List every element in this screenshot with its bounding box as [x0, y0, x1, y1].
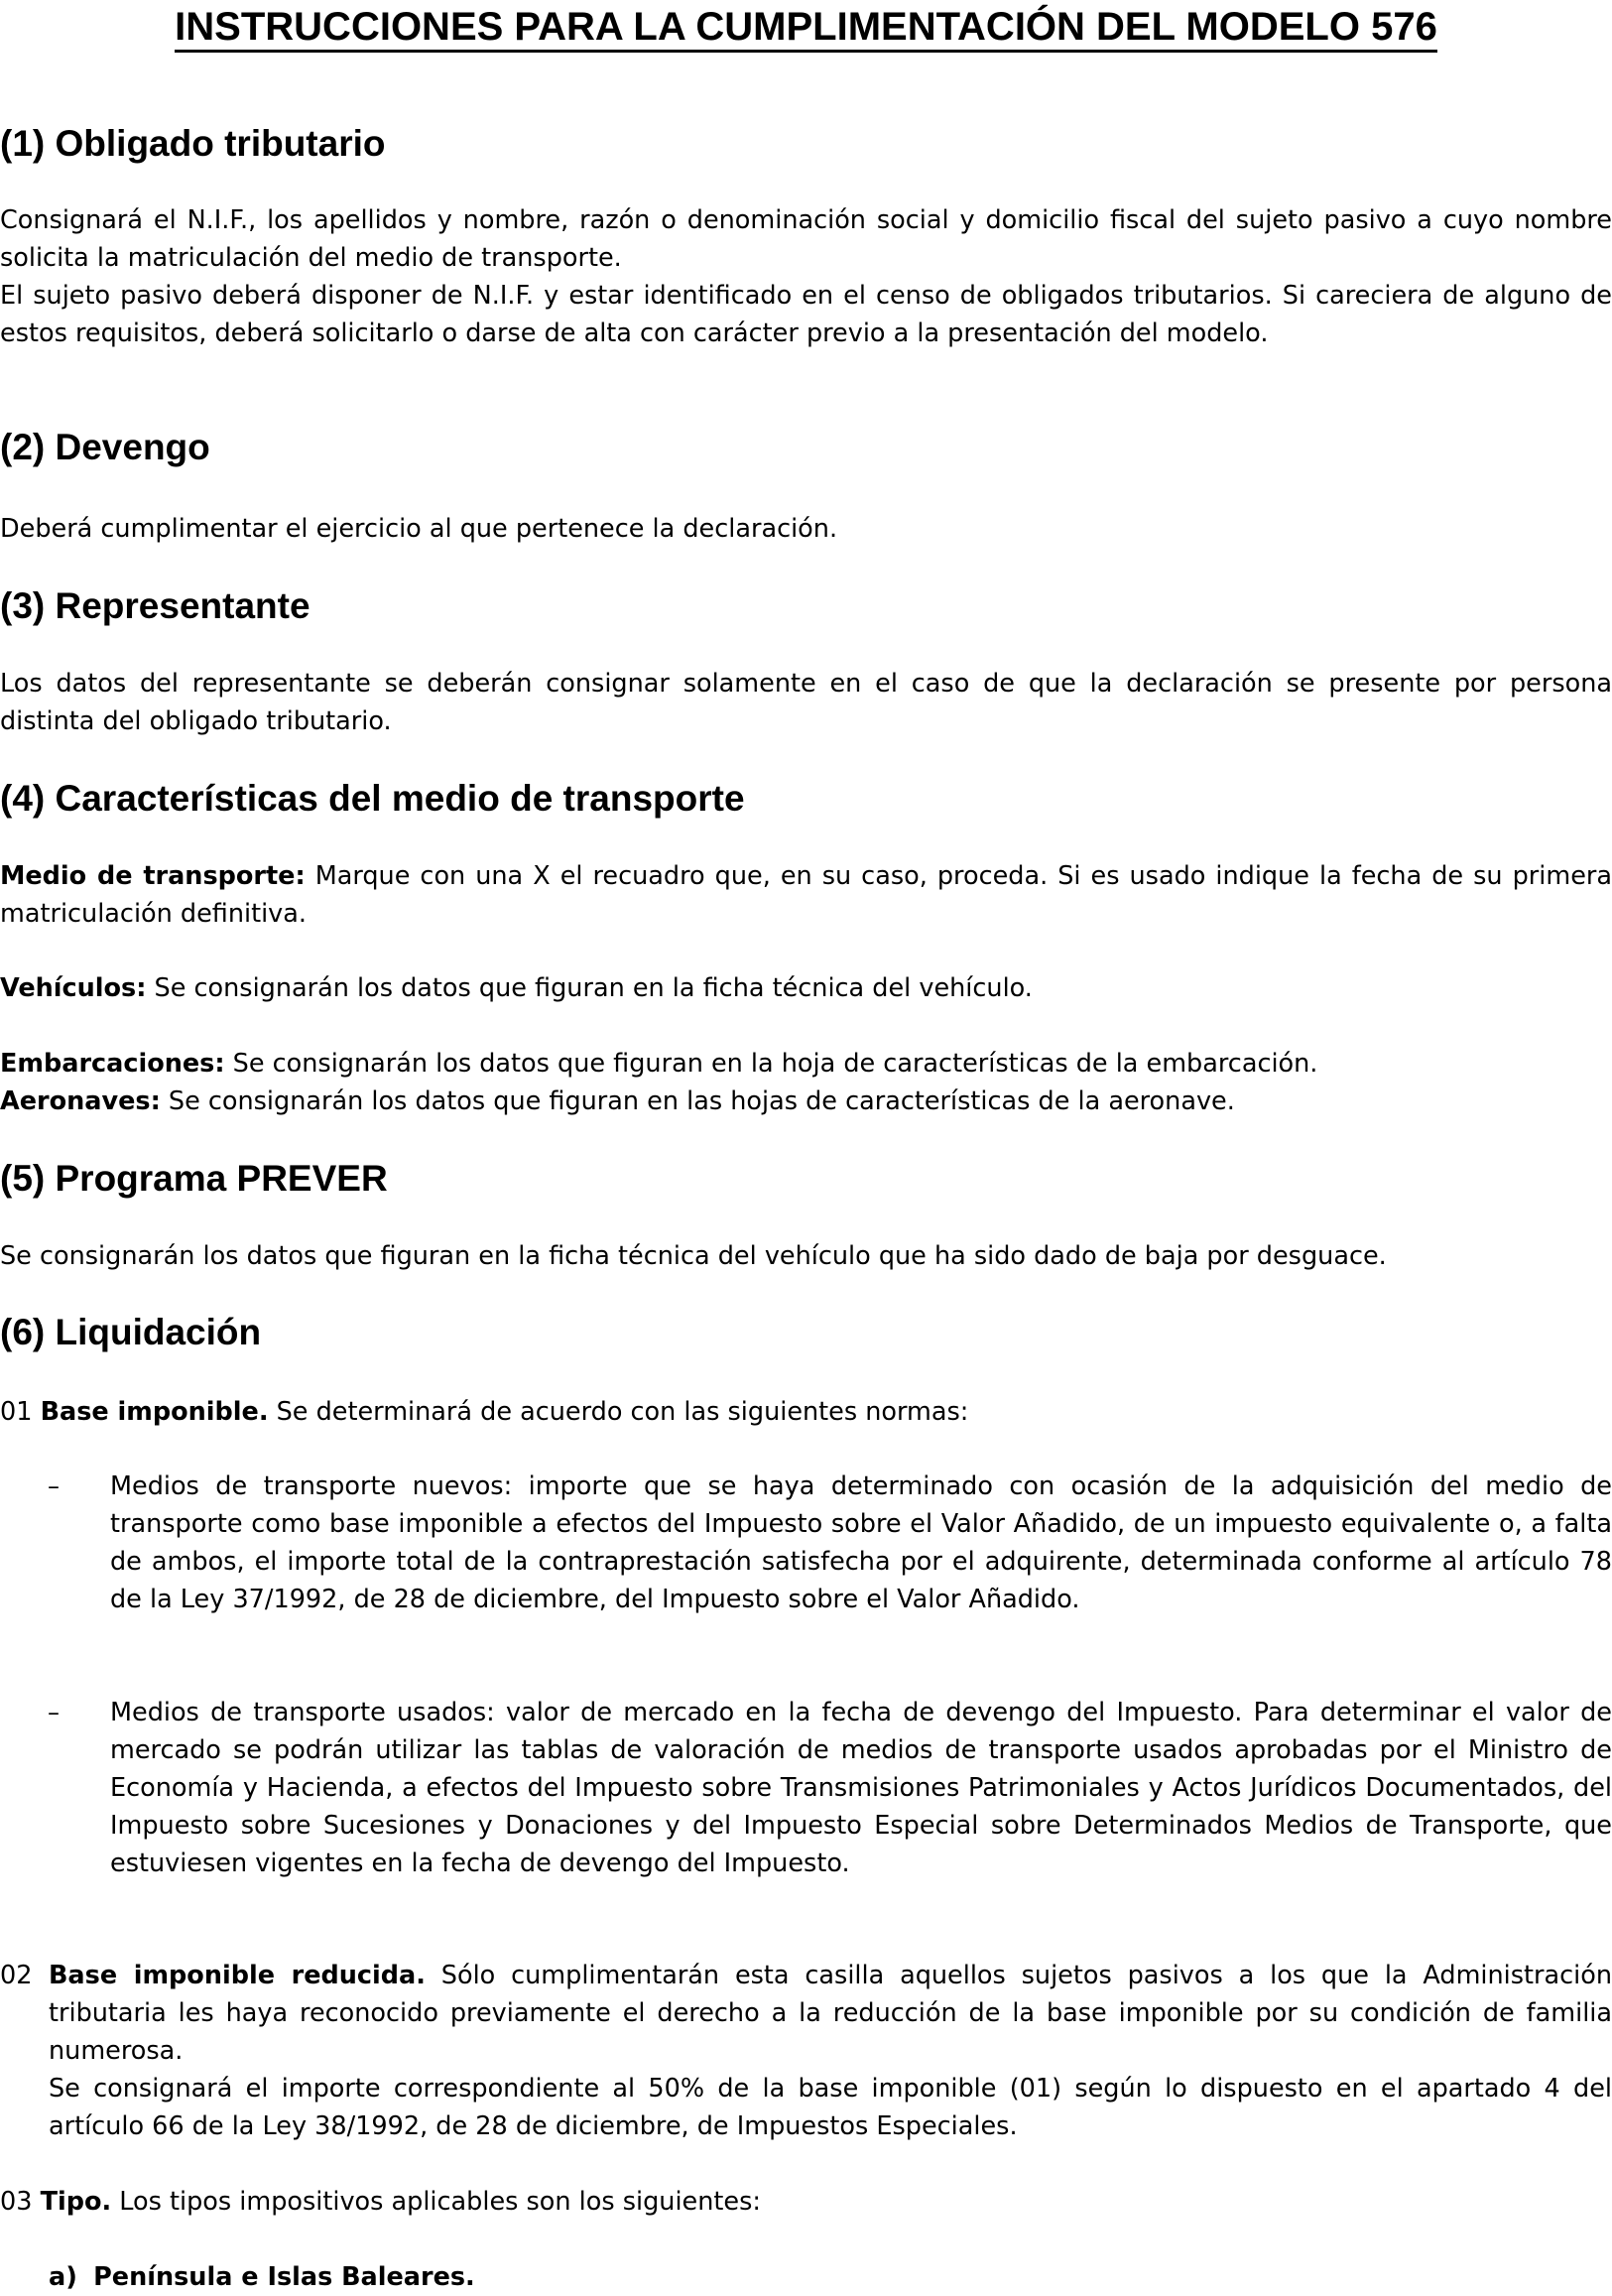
- paragraph-prever: Se consignarán los datos que figuran en la ficha técnica del vehículo que ha sido dado de baja por desguace.: [0, 1241, 1387, 1271]
- paragraph-base-reducida-2: Se consignará el importe correspondiente al 50% de la base imponible (01) según lo dispuesto en el apartado 4 del artículo 66 de la Ley 38/1992, de 28 de diciembre, de Impuestos Especiales.: [49, 2074, 1612, 2141]
- paragraph-base-imponible: [0, 1393, 1612, 1431]
- paragraph-vehiculos: [0, 969, 1612, 1007]
- medio-text: Marque con una X el recuadro que, en su caso, proceda. Si es usado indique la fecha de su primera matriculación definitiva.: [0, 861, 1612, 929]
- aeronaves-label: Aeronaves:: [0, 1086, 161, 1116]
- paragraph-base-reducida: [49, 1957, 1612, 2070]
- paragraph-obligado-2: El sujeto pasivo deberá disponer de N.I.F. y estar identificado en el censo de obligados tributarios. Si careciera de alguno de estos requisitos, deberá solicitarlo o darse de alta con carácter previo a la presentación del modelo.: [0, 281, 1612, 348]
- vehiculos-label: Vehículos:: [0, 973, 147, 1003]
- bullet-usados: Medios de transporte usados: valor de mercado en la fecha de devengo del Impuesto. Para determinar el valor de mercado se podrán utilizar las tablas de valoración de medios de transporte usados aprobadas por el Ministro de Economía y Hacienda, a efectos del Impuesto sobre Transmisiones Patrimoniales y Actos Jurídicos Documentados, del Impuesto sobre Sucesiones y Donaciones y del Impuesto Especial sobre Determinados Medios de Transporte, que estuviesen vigentes en la fecha de devengo del Impuesto.: [110, 1698, 1612, 1878]
- heading-programa-prever: (5) Programa PREVER: [0, 1158, 388, 1199]
- paragraph-medio-transporte: [0, 857, 1612, 933]
- paragraph-representante: Los datos del representante se deberán consignar solamente en el caso de que la declaración se presente por persona distinta del obligado tributario.: [0, 669, 1612, 736]
- base-reducida-text: Sólo cumplimentarán esta casilla aquellos sujetos pasivos a los que la Administración tributaria les haya reconocido previamente el derecho a la reducción de la base imponible por su condición de familia numerosa.: [49, 1961, 1612, 2066]
- base-imponible-label: Base imponible.: [40, 1397, 269, 1427]
- vehiculos-text: Se consignarán los datos que figuran en la ficha técnica del vehículo.: [146, 973, 1033, 1003]
- medio-label: Medio de transporte:: [0, 861, 306, 891]
- heading-liquidacion: (6) Liquidación: [0, 1312, 262, 1352]
- paragraph-obligado-1: Consignará el N.I.F., los apellidos y nombre, razón o denominación social y domicilio fiscal del sujeto pasivo a cuyo nombre solicita la matriculación del medio de transporte.: [0, 205, 1612, 273]
- list-item-peninsula: [0, 2258, 1612, 2296]
- box-number-02: 02: [0, 1961, 33, 1990]
- bullet-dash-1: –: [48, 1472, 60, 1500]
- paragraph-devengo: Deberá cumplimentar el ejercicio al que pertenece la declaración.: [0, 514, 838, 544]
- item-a-label: a): [49, 2262, 77, 2292]
- embarcaciones-label: Embarcaciones:: [0, 1049, 225, 1079]
- paragraph-embarcaciones: [0, 1045, 1612, 1083]
- bullet-nuevos: Medios de transporte nuevos: importe que se haya determinado con ocasión de la adquisición del medio de transporte como base imponible a efectos del Impuesto sobre el Valor Añadido, de un impuesto equivalente o, a falta de ambos, el importe total de la contraprestación satisfecha por el adquirente, determinada conforme al artículo 78 de la Ley 37/1992, de 28 de diciembre, del Impuesto sobre el Valor Añadido.: [110, 1471, 1612, 1614]
- heading-devengo: (2) Devengo: [0, 427, 210, 467]
- heading-obligado-tributario: (1) Obligado tributario: [0, 123, 386, 164]
- bullet-dash-2: –: [48, 1699, 60, 1726]
- aeronaves-text: Se consignarán los datos que figuran en las hojas de características de la aeronave.: [160, 1086, 1235, 1116]
- base-reducida-label: Base imponible reducida.: [49, 1961, 426, 1990]
- heading-representante: (3) Representante: [0, 585, 310, 626]
- box-number-03: 03: [0, 2187, 33, 2217]
- box-number-01: 01: [0, 1397, 33, 1427]
- embarcaciones-text: Se consignarán los datos que figuran en la hoja de características de la embarcación.: [224, 1049, 1318, 1079]
- base-imponible-text: Se determinará de acuerdo con las siguientes normas:: [268, 1397, 969, 1427]
- page-title: INSTRUCCIONES PARA LA CUMPLIMENTACIÓN DEL MODELO 576: [0, 2, 1612, 52]
- paragraph-aeronaves: [0, 1083, 1612, 1120]
- heading-caracteristicas: (4) Características del medio de transporte: [0, 778, 745, 819]
- tipo-label: Tipo.: [40, 2187, 112, 2217]
- paragraph-tipo: [0, 2183, 1612, 2221]
- tipo-text: Los tipos impositivos aplicables son los siguientes:: [111, 2187, 761, 2217]
- item-a-text: Península e Islas Baleares.: [93, 2262, 475, 2292]
